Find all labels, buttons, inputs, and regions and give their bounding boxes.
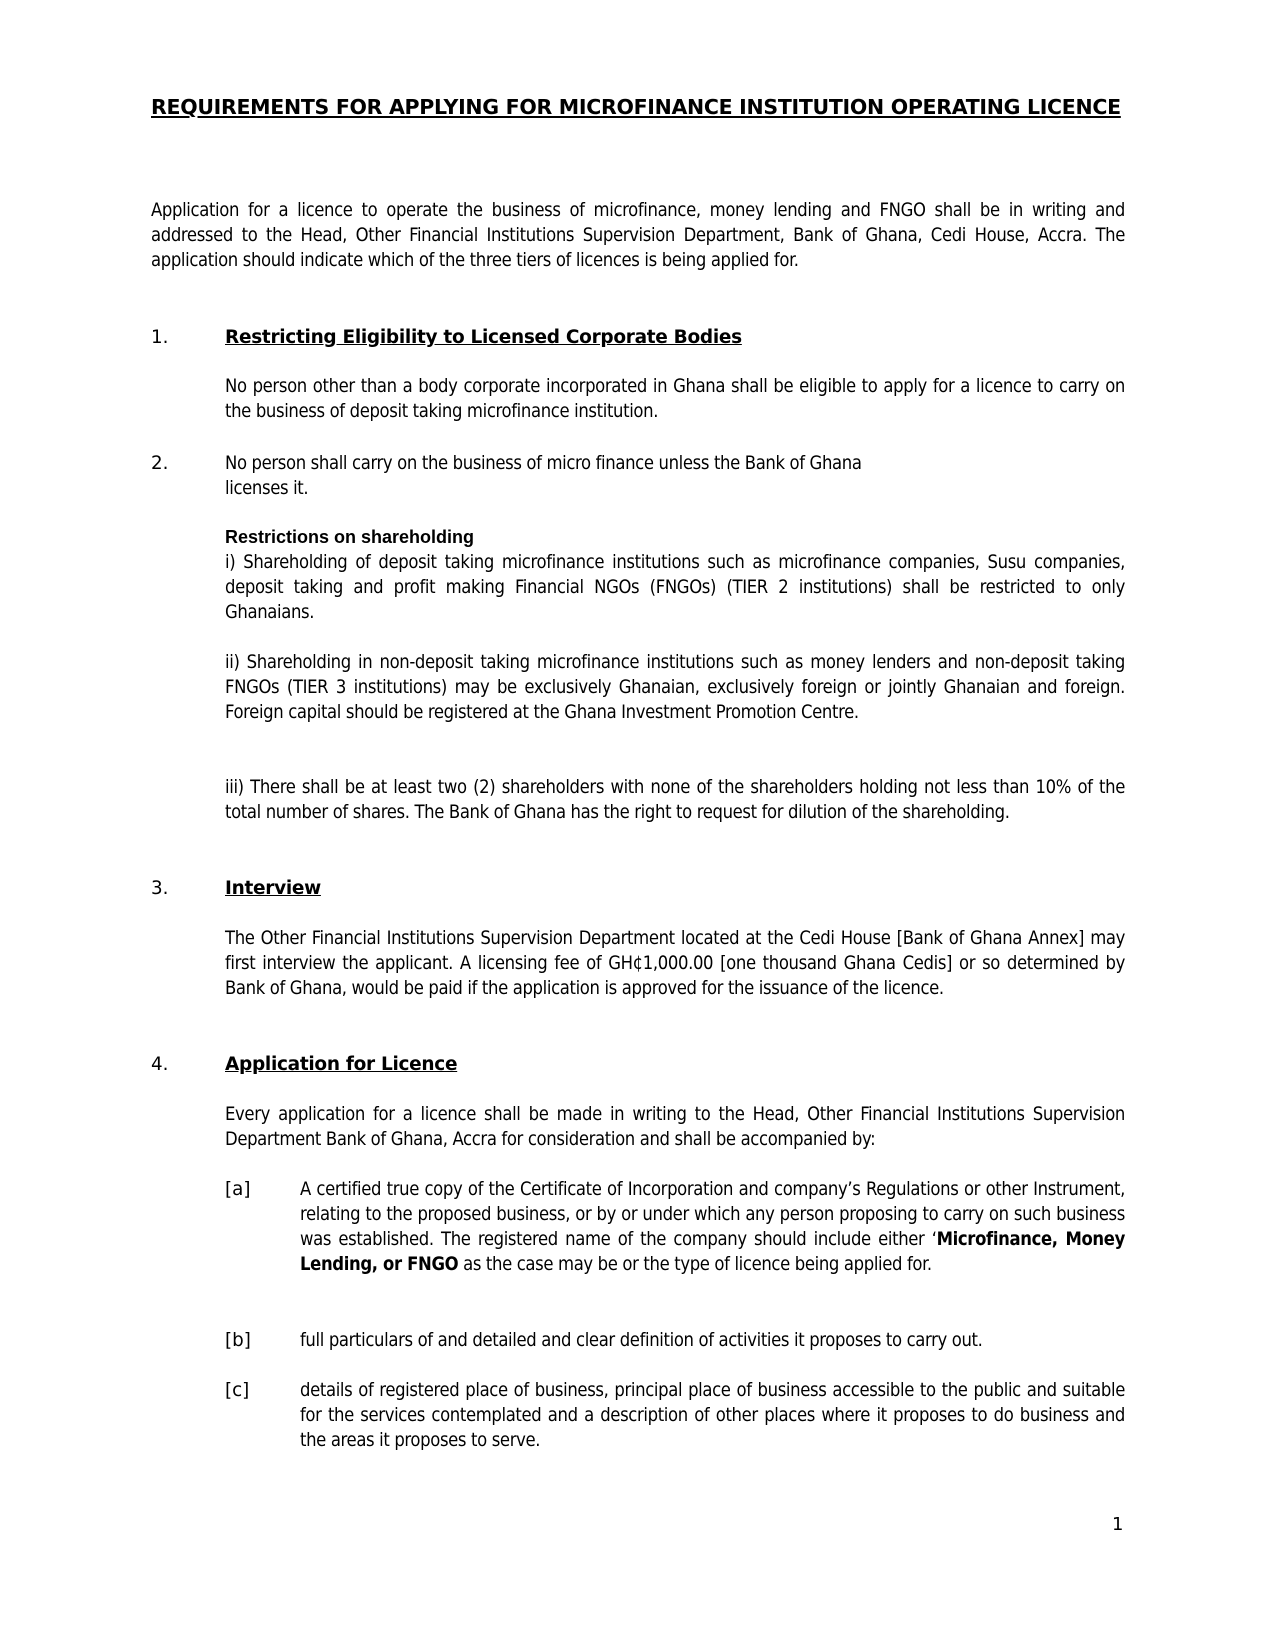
item-a-text (300, 1177, 1125, 1277)
document-title: REQUIREMENTS FOR APPLYING FOR MICROFINANCE INSTITUTION OPERATING LICENCE (151, 95, 1121, 119)
shareholding-subheading: Restrictions on shareholding (225, 527, 475, 547)
section-2-body-line1: No person shall carry on the business of micro finance unless the Bank of Ghana (225, 453, 862, 474)
item-a-text-bold: Microfinance, Money Lending, or FNGO (300, 1229, 1125, 1275)
item-c-text: details of registered place of business, principal place of business accessible to the public and suitable for the services contemplated and a description of other places where it proposes to do business and the areas it proposes to serve. (300, 1380, 1125, 1451)
section-3-heading: Interview (225, 878, 321, 899)
section-1-number: 1. (151, 327, 169, 348)
section-4-heading: Application for Licence (225, 1054, 458, 1075)
section-4-number: 4. (151, 1054, 169, 1075)
shareholding-point-1: i) Shareholding of deposit taking microfinance institutions such as microfinance companies, Susu companies, deposit taking and profit making Financial NGOs (FNGOs) (TIER 2 institutions) shall be restricted to only Ghanaians. (225, 552, 1125, 623)
item-b-text: full particulars of and detailed and clear definition of activities it proposes to carry out. (300, 1330, 983, 1351)
page-number: 1 (1112, 1514, 1124, 1535)
item-c-label: [c] (225, 1380, 250, 1401)
section-2-body-line2: licenses it. (225, 478, 309, 499)
section-2-number: 2. (151, 453, 169, 474)
section-1-body: No person other than a body corporate incorporated in Ghana shall be eligible to apply for a licence to carry on the business of deposit taking microfinance institution. (225, 376, 1125, 422)
section-3-body: The Other Financial Institutions Supervision Department located at the Cedi House [Bank of Ghana Annex] may first interview the applicant. A licensing fee of GH¢1,000.00 [one thousand Ghana Cedis] or so determined by Bank of Ghana, would be paid if the application is approved for the issuance of the licence. (225, 928, 1125, 999)
item-a-text-before: A certified true copy of the Certificate of Incorporation and company’s Regulations or other Instrument, relating to the proposed business, or by or under which any person proposing to carry on such business was established. The registered name of the company should include either ‘ (300, 1179, 1125, 1250)
intro-paragraph: Application for a licence to operate the business of microfinance, money lending and FNGO shall be in writing and addressed to the Head, Other Financial Institutions Supervision Department, Bank of Ghana, Cedi House, Accra. The application should indicate which of the three tiers of licences is being applied for. (151, 200, 1125, 271)
section-1-heading: Restricting Eligibility to Licensed Corporate Bodies (225, 327, 742, 348)
item-b-label: [b] (225, 1330, 251, 1351)
item-a-label: [a] (225, 1179, 251, 1200)
shareholding-point-2: ii) Shareholding in non-deposit taking microfinance institutions such as money lenders and non-deposit taking FNGOs (TIER 3 institutions) may be exclusively Ghanaian, exclusively foreign or jointly Ghanaian and foreign. Foreign capital should be registered at the Ghana Investment Promotion Centre. (225, 652, 1125, 723)
shareholding-point-3: iii) There shall be at least two (2) shareholders with none of the shareholders holding not less than 10% of the total number of shares. The Bank of Ghana has the right to request for dilution of the shareholding. (225, 777, 1125, 823)
section-4-body: Every application for a licence shall be made in writing to the Head, Other Financial Institutions Supervision Department Bank of Ghana, Accra for consideration and shall be accompanied by: (225, 1104, 1125, 1150)
section-3-number: 3. (151, 878, 169, 899)
item-a-text-after: as the case may be or the type of licence being applied for. (458, 1254, 932, 1275)
